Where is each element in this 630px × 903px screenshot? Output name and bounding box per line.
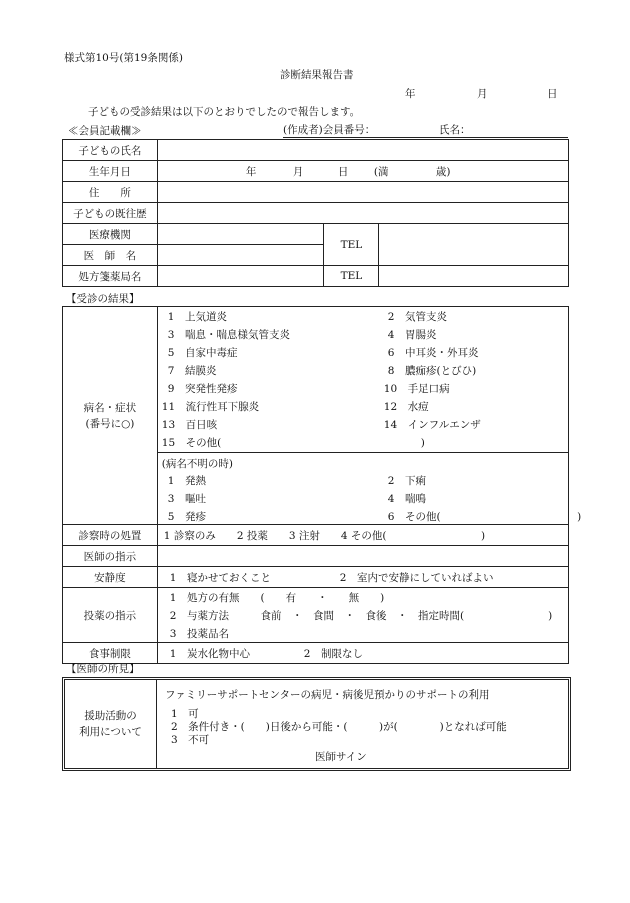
med-options (157, 588, 568, 643)
disease-option[interactable]: 4 胃腸炎 (387, 329, 437, 341)
disease-option[interactable]: 13 百日咳 (161, 419, 218, 431)
unknown-option[interactable]: 2 下痢 (387, 475, 426, 487)
unknown-option[interactable]: 1 発熱 (167, 475, 206, 487)
instruction-label: 医師の指示 (63, 546, 158, 567)
disease-option[interactable]: 6 中耳炎・外耳炎 (387, 347, 479, 359)
tel-label-pharmacy: TEL (324, 266, 379, 287)
med-presence[interactable]: 1 処方の有無 ( 有 ・ 無 ) (169, 592, 385, 604)
disease-option[interactable]: 7 結膜炎 (167, 365, 217, 377)
med-method[interactable]: 2 与薬方法 食前 ・ 食間 ・ 食後 ・ 指定時間( ) (169, 610, 553, 622)
rest-option[interactable]: 1 寝かせておくこと (169, 572, 271, 584)
unknown-option[interactable]: 5 発疹 (167, 511, 206, 523)
pharmacy-field[interactable] (157, 266, 324, 287)
disease-option[interactable]: 10 手足口病 (383, 383, 450, 395)
opinion-content (157, 680, 568, 768)
disease-label: 病名・症状 (83, 401, 137, 414)
age-open: (満 (373, 166, 389, 178)
member-underline (283, 122, 568, 138)
rest-options (157, 567, 568, 588)
address-label: 住 所 (63, 182, 158, 203)
disease-option[interactable]: 11 流行性耳下腺炎 (161, 401, 260, 413)
disease-option[interactable]: 3 喘息・喘息様気管支炎 (167, 329, 290, 341)
treatment-label: 診察時の処置 (63, 525, 158, 546)
birth-date-field[interactable] (157, 161, 568, 182)
date-day: 日 (547, 88, 558, 100)
unknown-option[interactable]: 4 喘鳴 (387, 493, 426, 505)
treatment-options[interactable]: 1 診察のみ 2 投薬 3 注射 4 その他( ) (157, 525, 568, 546)
clinic-field[interactable] (157, 224, 324, 245)
disease-option[interactable]: 1 上気道炎 (167, 311, 227, 323)
tel-clinic-field[interactable] (379, 224, 569, 266)
diet-label: 食事制限 (63, 643, 158, 664)
med-name[interactable]: 3 投薬品名 (169, 628, 229, 640)
child-name-field[interactable] (157, 140, 568, 161)
opinion-label-2: 利用について (79, 726, 142, 738)
consult-section-title: 【受診の結果】 (66, 293, 140, 305)
address-field[interactable] (157, 182, 568, 203)
diet-option[interactable]: 1 炭水化物中心 (169, 648, 250, 660)
opinion-box (62, 677, 571, 771)
opinion-option[interactable]: 2 条件付き・( )日後から可能・( )が( )となれば可能 (171, 721, 507, 733)
history-label: 子どもの既往歴 (63, 203, 158, 224)
opinion-label: 援助活動の (84, 710, 137, 722)
age-close: 歳) (435, 166, 451, 178)
unknown-option-other[interactable]: 6 その他( ) (387, 511, 582, 523)
disease-option[interactable]: 5 自家中毒症 (167, 347, 238, 359)
instruction-field[interactable] (157, 546, 568, 567)
opinion-label-cell (65, 680, 157, 768)
tel-label-clinic: TEL (324, 224, 379, 266)
birth-year: 年 (245, 166, 257, 178)
unknown-option[interactable]: 3 嘔吐 (167, 493, 206, 505)
clinic-label: 医療機関 (63, 224, 158, 245)
member-section-title: ≪会員記載欄≫ (68, 125, 142, 137)
disease-options (157, 307, 568, 453)
doctor-label: 医 師 名 (63, 245, 158, 266)
birth-month: 月 (292, 166, 304, 178)
child-name-label: 子どもの氏名 (63, 140, 158, 161)
disease-label-cell (63, 307, 158, 525)
unknown-header: (病名不明の時) (161, 458, 233, 470)
intro-text: 子どもの受診結果は以下のとおりでしたので報告します。 (88, 106, 361, 118)
disease-option[interactable]: 2 気管支炎 (387, 311, 447, 323)
rest-label: 安静度 (63, 567, 158, 588)
pharmacy-label: 処方箋薬局名 (63, 266, 158, 287)
opinion-section-title: 【医師の所見】 (66, 663, 140, 675)
unknown-options (157, 453, 582, 525)
doctor-signature-label: 医師サイン (315, 751, 367, 763)
disease-option[interactable]: 9 突発性発疹 (167, 383, 238, 395)
disease-option[interactable]: 14 インフルエンザ (383, 419, 481, 431)
birth-date-label: 生年月日 (63, 161, 158, 182)
form-number: 様式第10号(第19条関係) (64, 52, 183, 64)
page-title: 診断結果報告書 (280, 69, 354, 81)
doctor-field[interactable] (157, 245, 324, 266)
opinion-option[interactable]: 3 不可 (171, 734, 210, 746)
member-number-label: (作成者)会員番号： (283, 124, 376, 136)
disease-option[interactable]: 8 膿痂疹(とびひ) (387, 365, 477, 377)
med-label: 投薬の指示 (63, 588, 158, 643)
consult-table (62, 306, 582, 664)
tel-pharmacy-field[interactable] (379, 266, 569, 287)
birth-day: 日 (337, 166, 349, 178)
opinion-heading: ファミリーサポートセンターの病児・病後児預かりのサポートの利用 (165, 689, 490, 701)
diet-option[interactable]: 2 制限なし (303, 648, 363, 660)
date-year: 年 (405, 88, 416, 100)
history-field[interactable] (157, 203, 568, 224)
opinion-option[interactable]: 1 可 (171, 708, 199, 720)
disease-option[interactable]: 12 水痘 (383, 401, 429, 413)
rest-option[interactable]: 2 室内で安静にしていればよい (339, 572, 494, 584)
disease-option-other[interactable]: 15 その他( ) (161, 437, 425, 449)
diet-options (157, 643, 568, 664)
date-month: 月 (477, 88, 488, 100)
disease-label-note: (番号に○) (85, 417, 135, 430)
member-table (62, 139, 569, 287)
author-name-label: 氏名： (439, 124, 471, 136)
